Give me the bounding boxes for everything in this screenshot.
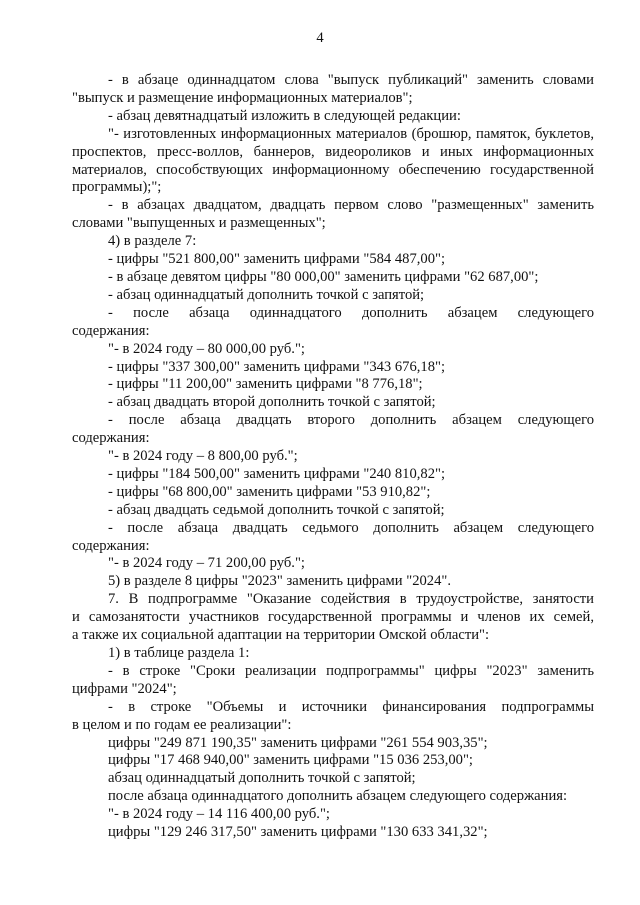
text-line: материалов, способствующих информационному обеспечению государственной (72, 161, 594, 178)
text-line: абзац одиннадцатый дополнить точкой с запятой; (108, 770, 416, 787)
text-line: а также их социальной адаптации на территории Омской области": (72, 627, 490, 644)
text-line: - цифры "68 800,00" заменить цифрами "53 910,82"; (108, 483, 431, 500)
text-line: "- в 2024 году – 14 116 400,00 руб."; (108, 806, 330, 823)
text-line: - в абзаце девятом цифры "80 000,00" заменить цифрами "62 687,00"; (108, 268, 539, 285)
text-line: - цифры "521 800,00" заменить цифрами "584 487,00"; (108, 251, 446, 268)
text-line: - цифры "184 500,00" заменить цифрами "240 810,82"; (108, 465, 446, 482)
text-line: - в строке "Объемы и источники финансирования подпрограммы (108, 698, 594, 715)
text-line: - абзац одиннадцатый дополнить точкой с запятой; (108, 286, 425, 303)
text-line: - цифры "11 200,00" заменить цифрами "8 776,18"; (108, 376, 423, 393)
text-line: содержания: (72, 537, 150, 554)
text-line: программы);"; (72, 179, 162, 196)
text-line: цифры "249 871 190,35" заменить цифрами "261 554 903,35"; (108, 734, 488, 751)
text-line: "- в 2024 году – 71 200,00 руб."; (108, 555, 305, 572)
text-line: содержания: (72, 430, 150, 447)
text-line: цифрами "2024"; (72, 680, 177, 697)
document-body (72, 72, 594, 842)
text-line: - в абзацах двадцатом, двадцать первом слово "размещенных" заменить (108, 197, 594, 214)
text-line: 7. В подпрограмме "Оказание содействия в трудоустройстве, занятости (108, 591, 594, 608)
text-line: "- изготовленных информационных материалов (брошюр, памяток, буклетов, (108, 125, 594, 142)
text-line: - после абзаца двадцать второго дополнить абзацем следующего (108, 412, 594, 429)
text-line: содержания: (72, 322, 150, 339)
text-line: - в абзаце одиннадцатом слова "выпуск публикаций" заменить словами (108, 72, 594, 88)
text-line: "выпуск и размещение информационных материалов"; (72, 89, 413, 106)
page-number: 4 (316, 30, 324, 46)
text-line: - абзац двадцать второй дополнить точкой с запятой; (108, 394, 436, 411)
text-line: "- в 2024 году – 80 000,00 руб."; (108, 340, 305, 357)
text-line: словами "выпущенных и размещенных"; (72, 215, 326, 232)
text-line: после абзаца одиннадцатого дополнить абзацем следующего содержания: (108, 788, 568, 805)
text-line: 1) в таблице раздела 1: (108, 645, 250, 661)
text-line: - абзац двадцать седьмой дополнить точкой с запятой; (108, 501, 445, 518)
text-line: в целом и по годам ее реализации": (72, 716, 292, 733)
text-line: цифры "129 246 317,50" заменить цифрами "130 633 341,32"; (108, 824, 488, 841)
text-line: - цифры "337 300,00" заменить цифрами "343 676,18"; (108, 358, 446, 375)
text-line: 5) в разделе 8 цифры "2023" заменить цифрами "2024". (108, 573, 452, 590)
text-line: - после абзаца одиннадцатого дополнить абзацем следующего (108, 304, 594, 321)
text-line: и самозанятости участников государственной программы и членов их семей, (72, 609, 594, 626)
text-line: цифры "17 468 940,00" заменить цифрами "15 036 253,00"; (108, 752, 473, 769)
text-line: "- в 2024 году – 8 800,00 руб."; (108, 448, 298, 465)
text-line: 4) в разделе 7: (108, 233, 197, 250)
text-line: - абзац девятнадцатый изложить в следующей редакции: (108, 107, 461, 124)
text-line: - после абзаца двадцать седьмого дополнить абзацем следующего (108, 519, 594, 536)
text-line: проспектов, пресс-воллов, баннеров, видеороликов и иных информационных (72, 143, 594, 160)
text-line: - в строке "Сроки реализации подпрограммы" цифры "2023" заменить (108, 662, 594, 679)
